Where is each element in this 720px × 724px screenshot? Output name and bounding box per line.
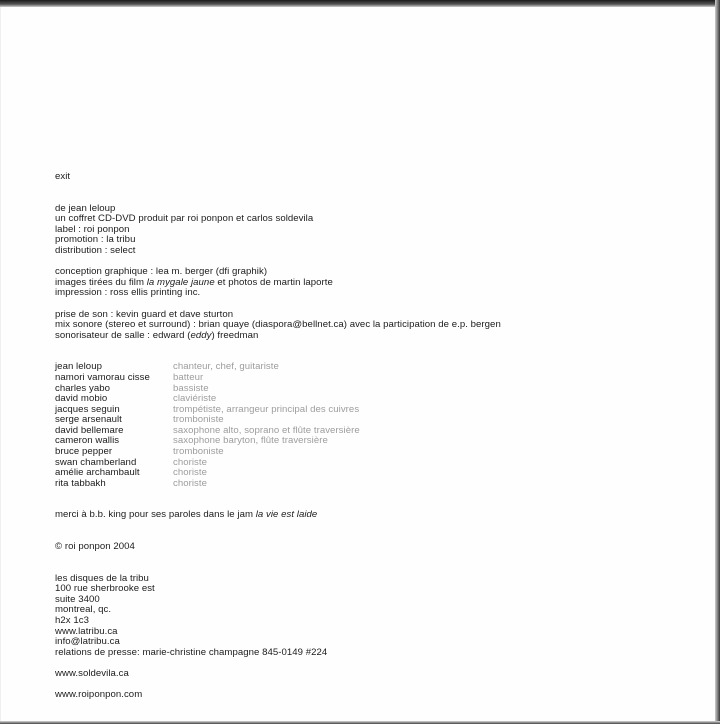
musician-role: claviériste bbox=[173, 393, 217, 405]
musician-role: tromboniste bbox=[173, 414, 224, 426]
musician-name: namori vamorau cisse bbox=[55, 371, 150, 383]
spacer bbox=[55, 183, 501, 204]
credits-text bbox=[55, 172, 501, 701]
musician-row bbox=[55, 479, 360, 490]
spacer bbox=[55, 299, 501, 310]
production-block bbox=[55, 204, 501, 257]
album-title: exit bbox=[55, 171, 71, 182]
musician-name: david mobio bbox=[55, 393, 108, 405]
contact-website: www.latribu.ca bbox=[55, 625, 118, 637]
production-line: de jean leloup bbox=[55, 202, 116, 214]
musician-role: bassiste bbox=[173, 382, 209, 394]
musician-name: jacques seguin bbox=[55, 403, 120, 415]
musician-name: rita tabbakh bbox=[55, 477, 106, 489]
musician-role: saxophone alto, soprano et flûte traversière bbox=[173, 424, 360, 436]
spacer bbox=[55, 489, 501, 510]
thanks-line: merci à b.b. king pour ses paroles dans le jam la vie est laide bbox=[55, 509, 318, 521]
production-line: un coffret CD-DVD produit par roi ponpon et carlos soldevila bbox=[55, 213, 314, 225]
press-relations: relations de presse: marie-christine champagne 845-0149 #224 bbox=[55, 646, 328, 658]
spacer bbox=[55, 521, 501, 542]
musician-name: bruce pepper bbox=[55, 446, 113, 458]
production-line: distribution : select bbox=[55, 244, 136, 256]
design-line: conception graphique : lea m. berger (dfi graphik) bbox=[55, 266, 268, 278]
design-block bbox=[55, 267, 501, 299]
live-sound-line: sonorisateur de salle : edward (eddy) freedman bbox=[55, 329, 259, 341]
nickname: eddy bbox=[190, 329, 212, 341]
printing-line: impression : ross ellis printing inc. bbox=[55, 287, 201, 299]
contact-email: info@latribu.ca bbox=[55, 636, 120, 648]
contact-line: h2x 1c3 bbox=[55, 615, 89, 626]
contact-line: 100 rue sherbrooke est bbox=[55, 583, 155, 595]
musician-name: amélie archambault bbox=[55, 467, 140, 479]
production-line: promotion : la tribu bbox=[55, 234, 136, 246]
contact-block bbox=[55, 574, 501, 659]
spacer bbox=[55, 553, 501, 574]
website-soldevila: www.soldevila.ca bbox=[55, 667, 129, 679]
musician-name: cameron wallis bbox=[55, 435, 120, 447]
musician-role: choriste bbox=[173, 467, 207, 479]
scan-edge-right bbox=[715, 0, 720, 724]
musician-row bbox=[55, 373, 360, 384]
musician-role: choriste bbox=[173, 456, 207, 468]
spacer bbox=[55, 341, 501, 362]
musicians-table bbox=[55, 362, 360, 489]
song-title: la vie est laide bbox=[255, 509, 318, 521]
musician-role: tromboniste bbox=[173, 446, 224, 458]
musician-role: choriste bbox=[173, 477, 207, 489]
scan-edge-top bbox=[0, 0, 720, 7]
production-line: label : roi ponpon bbox=[55, 223, 130, 235]
musician-role: chanteur, chef, guitariste bbox=[173, 361, 279, 373]
mix-line: mix sonore (stereo et surround) : brian quaye (diaspora@bellnet.ca) avec la participation de e.p. bergen bbox=[55, 319, 501, 331]
sound-block bbox=[55, 310, 501, 342]
contact-line: montreal, qc. bbox=[55, 604, 112, 616]
musician-role: trompétiste, arrangeur principal des cuivres bbox=[173, 403, 360, 415]
musician-name: david bellemare bbox=[55, 424, 124, 436]
musician-role: batteur bbox=[173, 371, 204, 383]
film-title: la mygale jaune bbox=[146, 276, 215, 288]
images-line: images tirées du film la mygale jaune et photos de martin laporte bbox=[55, 276, 333, 288]
musician-name: swan chamberland bbox=[55, 456, 137, 468]
contact-line: suite 3400 bbox=[55, 593, 100, 605]
copyright: © roi ponpon 2004 bbox=[55, 541, 135, 553]
contact-line: les disques de la tribu bbox=[55, 572, 149, 584]
musician-name: serge arsenault bbox=[55, 414, 122, 426]
musician-role: saxophone baryton, flûte traversière bbox=[173, 435, 328, 447]
musician-name: charles yabo bbox=[55, 382, 110, 394]
website-roiponpon: www.roiponpon.com bbox=[55, 689, 143, 701]
musician-name: jean leloup bbox=[55, 361, 102, 373]
recording-line: prise de son : kevin guard et dave sturton bbox=[55, 308, 234, 320]
